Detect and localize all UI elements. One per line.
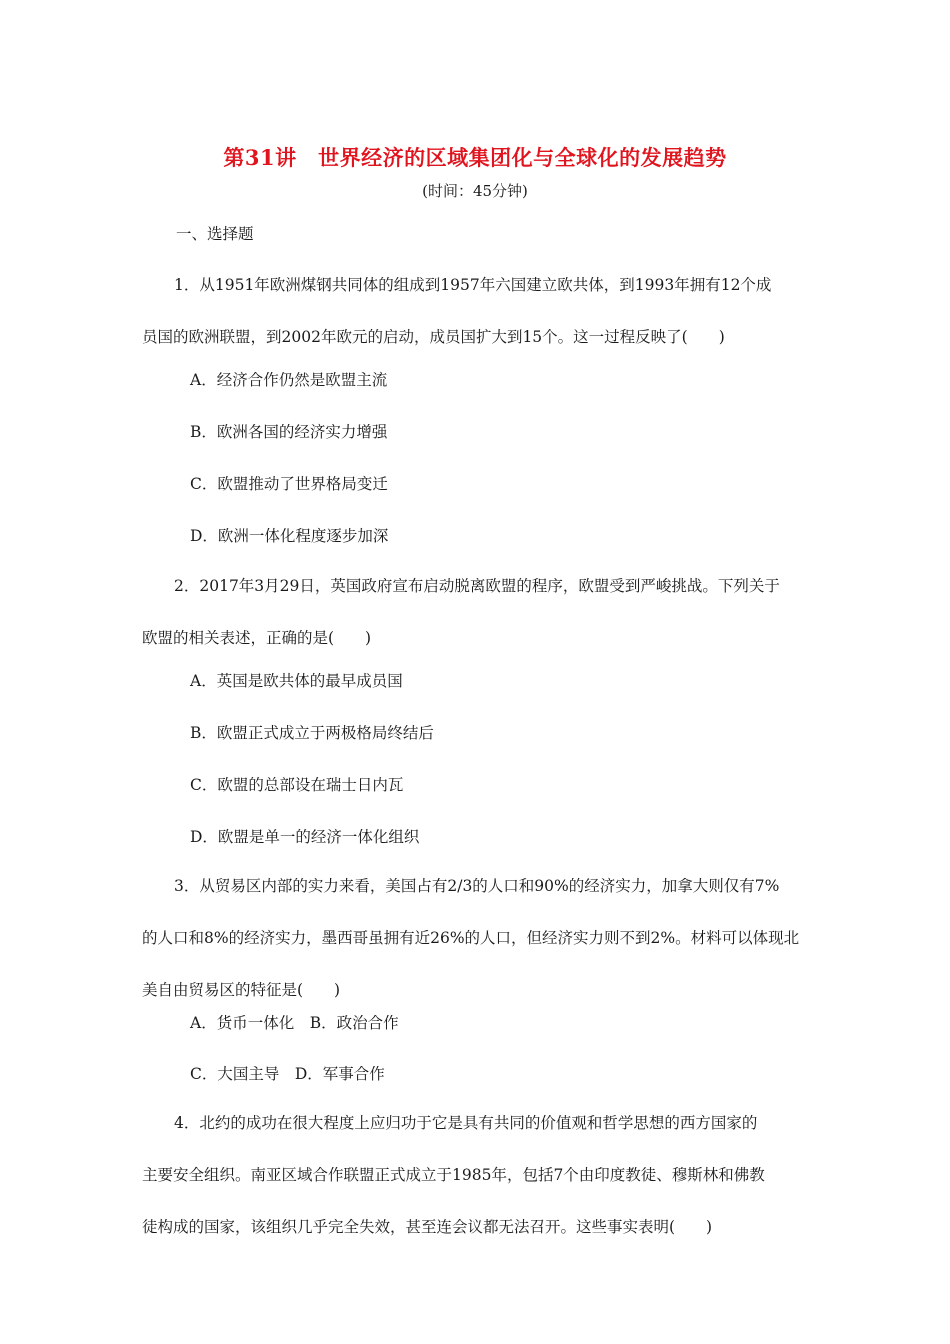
option: C．大国主导 D．军事合作: [190, 1065, 385, 1083]
option: C．欧盟推动了世界格局变迁: [190, 475, 388, 493]
question-line: 欧盟的相关表述，正确的是( ): [142, 629, 372, 647]
question-4: [142, 1097, 814, 1253]
question-line: 主要安全组织。南亚区域合作联盟正式成立于1985年，包括7个由印度教徒、穆斯林和佛教: [142, 1166, 765, 1184]
option: D．欧洲一体化程度逐步加深: [190, 527, 389, 545]
question-line: 1．从1951年欧洲煤钢共同体的组成到1957年六国建立欧共体，到1993年拥有12个成: [174, 276, 772, 294]
question-line: 3．从贸易区内部的实力来看，美国占有2/3的人口和90%的经济实力，加拿大则仅有7%: [174, 877, 780, 895]
question-line: 2．2017年3月29日，英国政府宣布启动脱离欧盟的程序，欧盟受到严峻挑战。下列关于: [174, 577, 780, 595]
question-1: [142, 259, 814, 363]
option: D．欧盟是单一的经济一体化组织: [190, 828, 420, 846]
question-line: 美自由贸易区的特征是( ): [142, 981, 341, 999]
question-line: 徒构成的国家，该组织几乎完全失效，甚至连会议都无法召开。这些事实表明( ): [142, 1218, 713, 1236]
question-line: 4．北约的成功在很大程度上应归功于它是具有共同的价值观和哲学思想的西方国家的: [174, 1114, 758, 1132]
option: A．英国是欧共体的最早成员国: [190, 672, 403, 690]
option: B．欧洲各国的经济实力增强: [190, 423, 388, 441]
document-title: 第31讲 世界经济的区域集团化与全球化的发展趋势: [223, 145, 727, 170]
question-line: 员国的欧洲联盟，到2002年欧元的启动，成员国扩大到15个。这一过程反映了( ): [142, 328, 725, 346]
time-note: (时间：45分钟): [422, 182, 528, 200]
question-3: [142, 860, 814, 1016]
question-line: 的人口和8%的经济实力，墨西哥虽拥有近26%的人口，但经济实力则不到2%。材料可以体现北: [142, 929, 800, 947]
option: A．经济合作仍然是欧盟主流: [190, 371, 388, 389]
option: A．货币一体化 B．政治合作: [190, 1014, 399, 1032]
question-2: [142, 560, 814, 664]
section-heading: 一、选择题: [176, 225, 254, 243]
option: C．欧盟的总部设在瑞士日内瓦: [190, 776, 404, 794]
option: B．欧盟正式成立于两极格局终结后: [190, 724, 434, 742]
